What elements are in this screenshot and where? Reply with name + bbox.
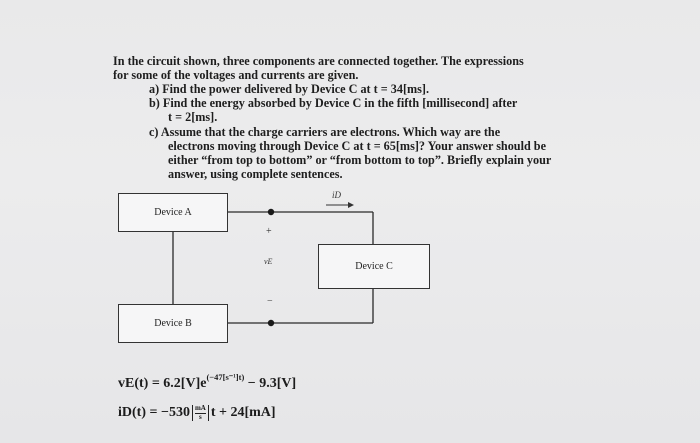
question-a: a) Find the power delivered by Device C at t = 34[ms]. <box>149 82 429 96</box>
current-equation-unit-fraction <box>192 405 209 421</box>
voltage-equation <box>118 372 297 392</box>
device-a-box <box>118 193 228 232</box>
minus-sign: − <box>267 296 273 307</box>
current-equation <box>118 405 276 421</box>
device-b-box <box>118 304 228 343</box>
voltage-equation-lhs: vE(t) = 6.2[V]e <box>118 376 207 391</box>
voltage-label: vE <box>264 257 273 266</box>
current-label: iD <box>332 190 341 200</box>
device-c-box <box>318 244 430 289</box>
question-b-line-2: t = 2[ms]. <box>168 110 218 124</box>
plus-sign: + <box>266 226 272 237</box>
question-c-line-4: answer, using complete sentences. <box>168 167 343 181</box>
question-b-line-1: b) Find the energy absorbed by Device C in the fifth [millisecond] after <box>149 96 518 110</box>
current-equation-lhs: iD(t) = −530 <box>118 405 190 421</box>
intro-line-2: for some of the voltages and currents are given. <box>113 68 359 82</box>
current-equation-rhs: t + 24[mA] <box>210 405 276 421</box>
voltage-equation-rhs: − 9.3[V] <box>244 376 297 391</box>
device-b-label: Device B <box>154 318 192 329</box>
voltage-equation-exponent: (−47[s⁻¹]t) <box>206 372 245 382</box>
question-c-line-2: electrons moving through Device C at t = 65[ms]? Your answer should be <box>168 139 546 153</box>
question-c-line-3: either “from top to bottom” or “from bottom to top”. Briefly explain your <box>168 153 552 167</box>
question-c-line-1: c) Assume that the charge carriers are electrons. Which way are the <box>149 125 501 139</box>
fraction-denominator: s <box>199 413 202 421</box>
fraction-numerator: mA <box>194 404 206 412</box>
device-c-label: Device C <box>355 261 393 272</box>
device-a-label: Device A <box>154 207 192 218</box>
intro-line-1: In the circuit shown, three components are connected together. The expressions <box>113 54 524 68</box>
